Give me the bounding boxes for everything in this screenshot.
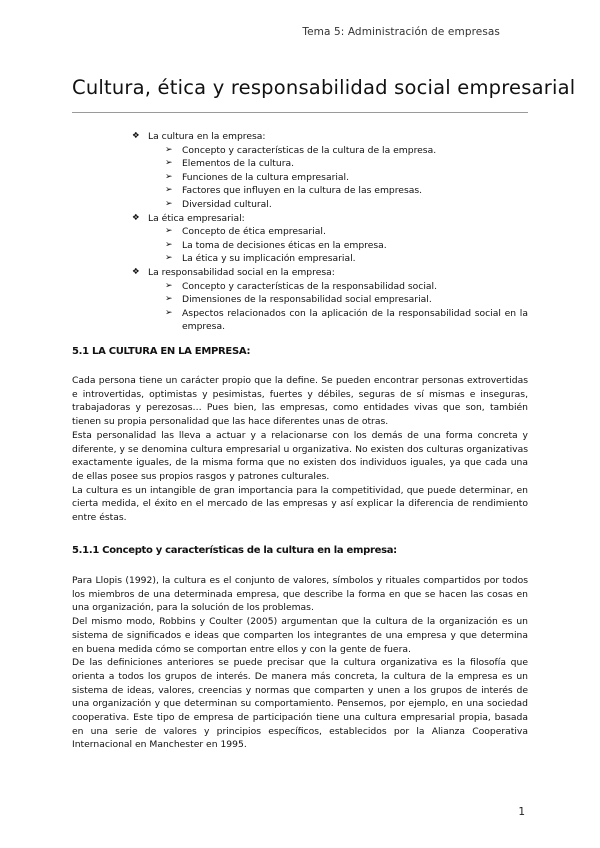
arrow-bullet-icon: ➢ xyxy=(165,198,173,209)
paragraph: Cada persona tiene un carácter propio que la define. Se pueden encontrar personas extrovertidas e introvertidas, optimistas y pesimistas, fuertes y débiles, seguras de sí mismas e inseguras, trabajadoras y perezosas… Pues bien, las empresas, como entidades vivas que son, también tienen su propia personalidad que las hace diferentes unas de otras. xyxy=(72,375,528,428)
outline-item xyxy=(132,212,528,226)
outline-subitem: ➢ La toma de decisiones éticas en la empresa. xyxy=(165,239,387,251)
subsection-heading: 5.1.1 Concepto y características de la cultura en la empresa: xyxy=(72,545,397,556)
outline-item-label: La responsabilidad social en la empresa: xyxy=(148,266,335,278)
arrow-bullet-icon: ➢ xyxy=(165,307,173,318)
diamond-bullet-icon: ❖ xyxy=(132,131,140,141)
outline-subitem: ➢ Aspectos relacionados con la aplicación de la responsabilidad social en la empresa. xyxy=(165,307,528,333)
paragraph: Del mismo modo, Robbins y Coulter (2005) argumentan que la cultura de la organización es un sistema de significados e ideas que comparten los integrantes de una empresa y que determina en buena medida cómo se comportan entre ellos y con la gente de fuera. xyxy=(72,616,528,655)
arrow-bullet-icon: ➢ xyxy=(165,144,173,155)
arrow-bullet-icon: ➢ xyxy=(165,226,173,237)
arrow-bullet-icon: ➢ xyxy=(165,253,173,264)
paragraph: De las definiciones anteriores se puede precisar que la cultura organizativa es la filosofía que orienta a todos los grupos de interés. De manera más concreta, la cultura de la empresa es un sistema de ideas, valores, creencias y normas que comparten y unen a los grupos de interés de una organización y que determinan su comportamiento. Pensemos, por ejemplo, en una sociedad cooperativa. Este tipo de empresa de participación tiene una cultura empresarial propia, basada en una serie de valores y principios específicos, establecidos por la Alianza Cooperativa Internacional en Manchester en 1995. xyxy=(72,657,528,751)
document-title: Cultura, ética y responsabilidad social empresarial xyxy=(72,76,576,99)
outline-subitem: ➢ Concepto y características de la cultura de la empresa. xyxy=(165,144,437,156)
outline-subitem: ➢ Diversidad cultural. xyxy=(165,198,272,210)
outline-subitem: ➢ La ética y su implicación empresarial. xyxy=(165,253,356,265)
subsection-body xyxy=(72,574,528,752)
outline-subitem: ➢ Concepto y características de la responsabilidad social. xyxy=(165,280,437,292)
outline-item-label: La ética empresarial: xyxy=(148,212,245,224)
arrow-bullet-icon: ➢ xyxy=(165,171,173,182)
arrow-bullet-icon: ➢ xyxy=(165,294,173,305)
arrow-bullet-icon: ➢ xyxy=(165,280,173,291)
diamond-bullet-icon: ❖ xyxy=(132,212,140,223)
paragraph: Esta personalidad las lleva a actuar y a relacionarse con los demás de una forma concreta y diferente, y se denomina cultura empresarial u organizativa. No existen dos culturas organizativas exactamente iguales, de la misma forma que no existen dos individuos iguales, ya que cada una de ellas posee sus propios rasgos y patrones culturales. xyxy=(72,429,528,482)
running-header: Tema 5: Administración de empresas xyxy=(302,26,500,38)
outline-subitem: ➢ Factores que influyen en la cultura de las empresas. xyxy=(165,185,423,197)
arrow-bullet-icon: ➢ xyxy=(165,239,173,250)
page-number: 1 xyxy=(518,806,525,818)
title-divider xyxy=(72,112,528,113)
section-heading: 5.1 LA CULTURA EN LA EMPRESA: xyxy=(72,346,251,357)
diamond-bullet-icon: ❖ xyxy=(132,266,140,277)
section-body xyxy=(72,374,528,525)
topic-outline xyxy=(132,130,528,334)
outline-item xyxy=(132,266,528,280)
outline-subitem: ➢ Dimensiones de la responsabilidad social empresarial. xyxy=(165,294,432,306)
outline-item-label: La cultura en la empresa: xyxy=(148,131,266,142)
outline-item xyxy=(132,130,528,144)
paragraph: La cultura es un intangible de gran importancia para la competitividad, que puede determinar, en cierta medida, el éxito en el mercado de las empresas y así explicar la diferencia de rendimiento entre éstas. xyxy=(72,484,528,524)
outline-subitem: ➢ Funciones de la cultura empresarial. xyxy=(165,171,350,183)
paragraph: Para Llopis (1992), la cultura es el conjunto de valores, símbolos y rituales compartidos por todos los miembros de una determinada empresa, que describe la forma en que se hacen las cosas en una organización, para la solución de los problemas. xyxy=(72,575,528,614)
outline-subitem: ➢ Elementos de la cultura. xyxy=(165,158,295,170)
arrow-bullet-icon: ➢ xyxy=(165,158,173,169)
outline-subitem: ➢ Concepto de ética empresarial. xyxy=(165,226,326,238)
arrow-bullet-icon: ➢ xyxy=(165,185,173,196)
